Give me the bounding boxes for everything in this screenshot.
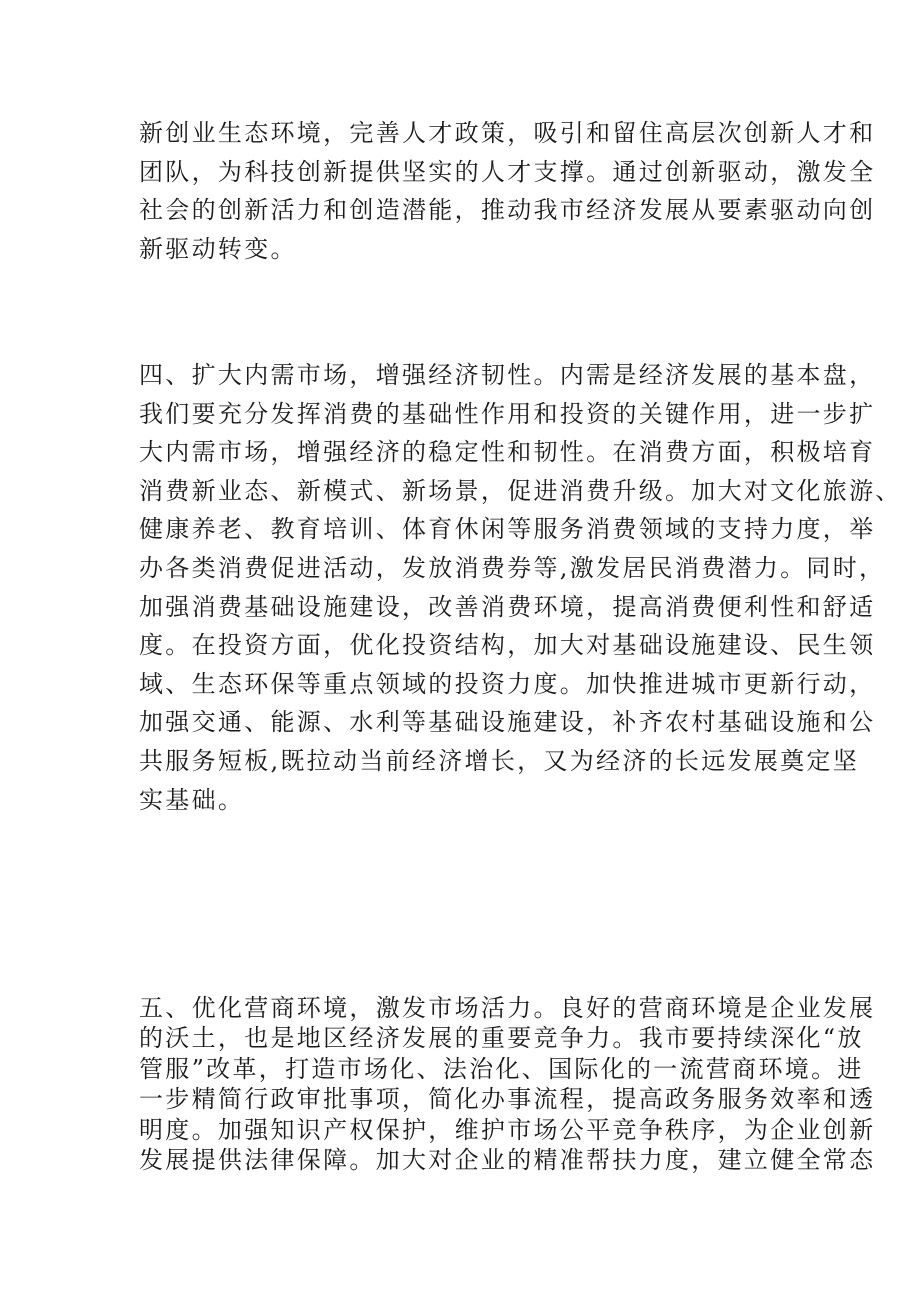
paragraph-section-four-domestic-demand (139, 356, 902, 819)
text-line: 加强消费基础设施建设，改善消费环境，提高消费便利性和舒适 (139, 592, 876, 621)
text-line: 共服务短板,既拉动当前经济增长，又为经济的长远发展奠定坚 (139, 746, 860, 775)
text-line: 加强交通、能源、水利等基础设施建设，补齐农村基础设施和公 (139, 708, 876, 737)
paragraph-innovation-conclusion (139, 114, 876, 268)
text-line: 明度。加强知识产权保护，维护市场公平竞争秩序，为企业创新 (139, 1115, 876, 1144)
text-line: 社会的创新活力和创造潜能，推动我市经济发展从要素驱动向创 (139, 196, 876, 224)
paragraph-section-five-business-environment (139, 993, 876, 1175)
text-line: 团队，为科技创新提供坚实的人才支撑。通过创新驱动，激发全 (139, 157, 876, 186)
text-line: 消费新业态、新模式、新场景，促进消费升级。加大对文化旅游、 (139, 476, 902, 505)
text-line: 新创业生态环境，完善人才政策，吸引和留住高层次创新人才和 (139, 119, 876, 147)
text-line: 办各类消费促进活动，发放消费券等,激发居民消费潜力。同时， (139, 553, 886, 582)
text-line: 我们要充分发挥消费的基础性作用和投资的关键作用，进一步扩 (139, 399, 876, 428)
text-line: 五、优化营商环境，激发市场活力。良好的营商环境是企业发展 (139, 994, 876, 1022)
text-line: 大内需市场，增强经济的稳定性和韧性。在消费方面，积极培育 (139, 438, 876, 467)
text-line: 管服”改革，打造市场化、法治化、国际化的一流营商环境。进 (139, 1054, 864, 1083)
text-line: 域、生态环保等重点领域的投资力度。加快推进城市更新行动， (139, 669, 876, 698)
text-line: 发展提供法律保障。加大对企业的精准帮扶力度，建立健全常态 (139, 1146, 876, 1175)
text-line: 一步精简行政审批事项，简化办事流程，提高政务服务效率和透 (139, 1085, 876, 1114)
text-line: 的沃土，也是地区经济发展的重要竞争力。我市要持续深化“放 (139, 1024, 864, 1053)
text-line: 四、扩大内需市场，增强经济韧性。内需是经济发展的基本盘， (139, 361, 876, 389)
text-line: 度。在投资方面，优化投资结构，加大对基础设施建设、民生领 (139, 631, 876, 660)
text-line: 健康养老、教育培训、体育休闲等服务消费领域的支持力度，举 (139, 515, 876, 544)
text-line: 实基础。 (139, 785, 245, 814)
text-line: 新驱动转变。 (139, 234, 297, 263)
